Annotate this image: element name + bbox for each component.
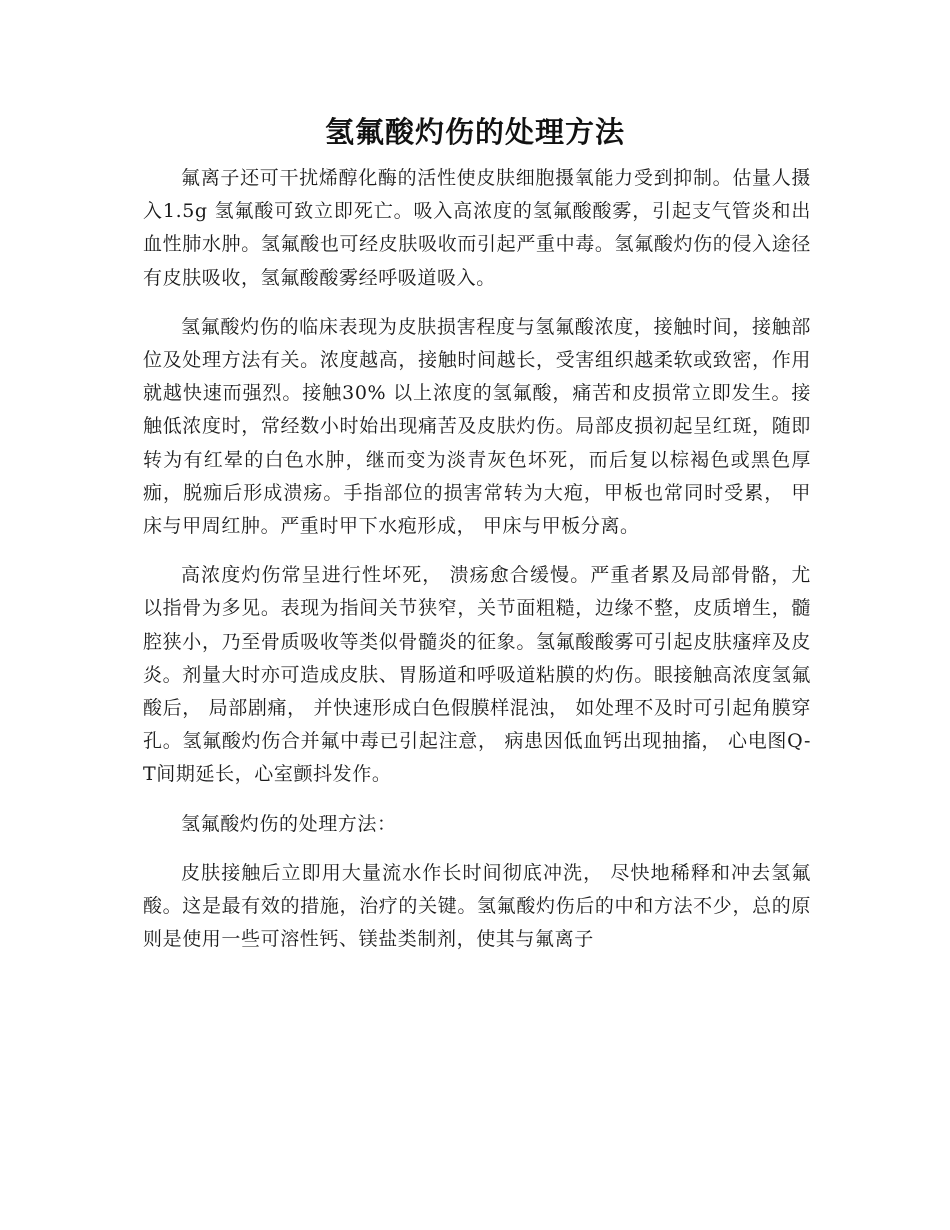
paragraph-fluoride-toxicity: 氟离子还可干扰烯醇化酶的活性使皮肤细胞摄氧能力受到抑制。估量人摄入1.5g 氢氟酸可致立即死亡。吸入高浓度的氢氟酸酸雾，引起支气管炎和出血性肺水肿。氢氟酸也可经皮肤吸收而引起严重中毒。氢氟酸灼伤的侵入途径有皮肤吸收，氢氟酸酸雾经呼吸道吸入。 xyxy=(143,167,811,289)
document-title: 氢氟酸灼伤的处理方法 xyxy=(324,115,625,149)
paragraph-skin-treatment: 皮肤接触后立即用大量流水作长时间彻底冲洗， 尽快地稀释和冲去氢氟酸。这是最有效的措施，治疗的关键。氢氟酸灼伤后的中和方法不少，总的原则是使用一些可溶性钙、镁盐类制剂，使其与氟离子 xyxy=(143,861,811,951)
document-body xyxy=(143,162,811,972)
paragraph-clinical-manifestations: 氢氟酸灼伤的临床表现为皮肤损害程度与氢氟酸浓度，接触时间，接触部位及处理方法有关。浓度越高，接触时间越长，受害组织越柔软或致密，作用就越快速而强烈。接触30% 以上浓度的氢氟酸，痛苦和皮损常立即发生。接触低浓度时，常经数小时始出现痛苦及皮肤灼伤。局部皮损初起呈红斑，随即转为有红晕的白色水肿，继而变为淡青灰色坏死，而后复以棕褐色或黑色厚痂，脱痂后形成溃疡。手指部位的损害常转为大疱，甲板也常同时受累， 甲床与甲周红肿。严重时甲下水疱形成， 甲床与甲板分离。 xyxy=(143,315,811,538)
paragraph-high-concentration-burns: 高浓度灼伤常呈进行性坏死， 溃疡愈合缓慢。严重者累及局部骨骼，尤以指骨为多见。表现为指间关节狭窄，关节面粗糙，边缘不整，皮质增生，髓腔狭小，乃至骨质吸收等类似骨髓炎的征象。氢氟酸酸雾可引起皮肤瘙痒及皮炎。剂量大时亦可造成皮肤、胃肠道和呼吸道粘膜的灼伤。眼接触高浓度氢氟酸后， 局部剧痛， 并快速形成白色假膜样混浊， 如处理不及时可引起角膜穿孔。氢氟酸灼伤合并氟中毒已引起注意， 病患因低血钙出现抽搐， 心电图Q-T间期延长，心室颤抖发作。 xyxy=(143,564,811,786)
paragraph-treatment-heading: 氢氟酸灼伤的处理方法： xyxy=(181,812,397,835)
